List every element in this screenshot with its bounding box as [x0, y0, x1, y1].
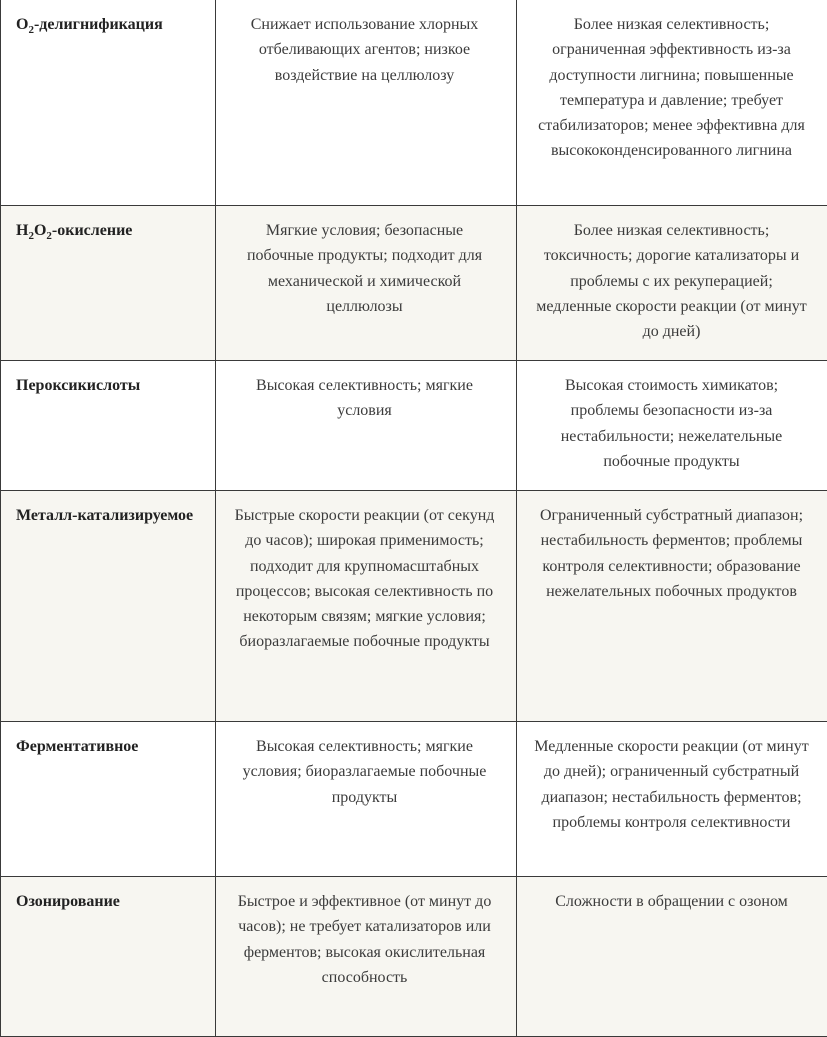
advantages-cell: Быстрое и эффективное (от минут до часов); не требует катализаторов или ферментов; высокая окислительная способность	[216, 877, 517, 1037]
method-name-cell	[1, 0, 216, 206]
table-row	[1, 206, 827, 361]
method-name-cell: Пероксикислоты	[1, 361, 216, 491]
disadvantages-cell: Медленные скорости реакции (от минут до дней); ограниченный субстратный диапазон; нестабильность ферментов; проблемы контроля селективности	[517, 722, 827, 877]
method-name-cell	[1, 206, 216, 361]
table-row	[1, 722, 827, 877]
advantages-cell: Снижает использование хлорных отбеливающих агентов; низкое воздействие на целлюлозу	[216, 0, 517, 206]
disadvantages-cell: Более низкая селективность; ограниченная эффективность из-за доступности лигнина; повышенные температура и давление; требует стабилизаторов; менее эффективна для высококонденсированного лигнина	[517, 0, 827, 206]
advantages-cell: Мягкие условия; безопасные побочные продукты; подходит для механической и химической целлюлозы	[216, 206, 517, 361]
table-row	[1, 491, 827, 722]
method-name-subscript: 2	[28, 24, 34, 36]
method-name-suffix: -окисление	[52, 222, 132, 239]
method-name-cell: Озонирование	[1, 877, 216, 1037]
method-name-prefix: H	[16, 222, 28, 239]
table-row	[1, 0, 827, 206]
disadvantages-cell: Высокая стоимость химикатов; проблемы безопасности из-за нестабильности; нежелательные побочные продукты	[517, 361, 827, 491]
method-name-subscript: 2	[28, 230, 34, 242]
advantages-cell: Высокая селективность; мягкие условия; биоразлагаемые побочные продукты	[216, 722, 517, 877]
advantages-cell: Быстрые скорости реакции (от секунд до часов); широкая применимость; подходит для крупномасштабных процессов; высокая селективность по некоторым связям; мягкие условия; биоразлагаемые побочные продукты	[216, 491, 517, 722]
advantages-cell: Высокая селективность; мягкие условия	[216, 361, 517, 491]
table-row	[1, 877, 827, 1037]
disadvantages-cell: Более низкая селективность; токсичность; дорогие катализаторы и проблемы с их рекуперацией; медленные скорости реакции (от минут до дней)	[517, 206, 827, 361]
disadvantages-cell: Ограниченный субстратный диапазон; нестабильность ферментов; проблемы контроля селективности; образование нежелательных побочных продуктов	[517, 491, 827, 722]
method-name-suffix: -делигнификация	[34, 16, 163, 33]
method-name-prefix: O	[16, 16, 28, 33]
method-name-cell: Металл-катализируемое	[1, 491, 216, 722]
method-name-subscript-2: 2	[46, 230, 52, 242]
disadvantages-cell: Сложности в обращении с озоном	[517, 877, 827, 1037]
method-name-middle: O	[34, 222, 46, 239]
table-row	[1, 361, 827, 491]
method-name-cell: Ферментативное	[1, 722, 216, 877]
